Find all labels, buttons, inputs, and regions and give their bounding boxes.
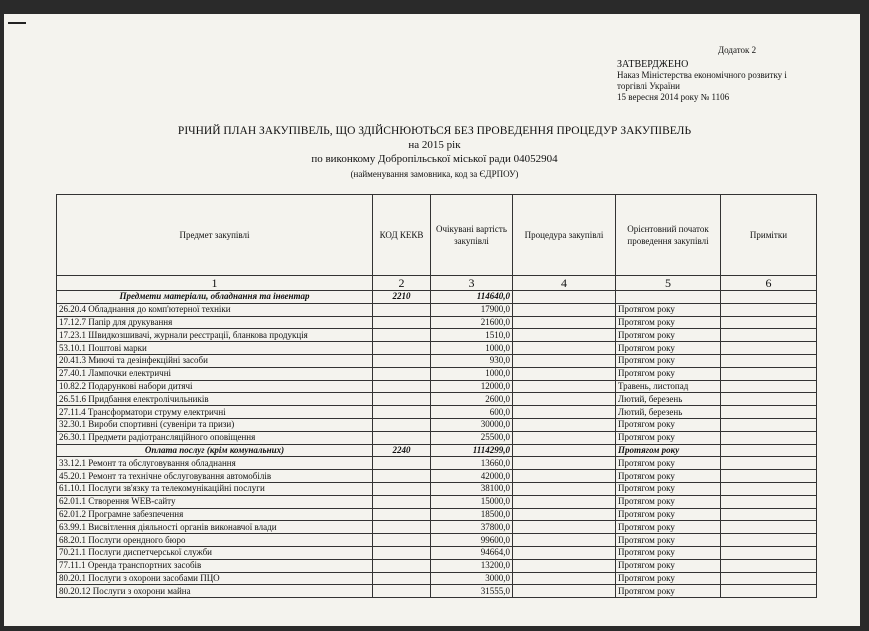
column-number: 5 — [616, 276, 721, 291]
procedure — [513, 393, 616, 406]
kekv-code — [373, 521, 431, 534]
procedure — [513, 482, 616, 495]
procedure — [513, 585, 616, 598]
item-name: 26.20.4 Обладнання до комп'ютерної техніки — [57, 303, 373, 316]
table-row — [57, 508, 817, 521]
document-title: РІЧНИЙ ПЛАН ЗАКУПІВЕЛЬ, ЩО ЗДІЙСНЮЮТЬСЯ БЕЗ ПРОВЕДЕННЯ ПРОЦЕДУР ЗАКУПІВЕЛЬ — [177, 125, 692, 137]
item-name: 80.20.12 Послуги з охорони майна — [57, 585, 373, 598]
kekv-code — [373, 406, 431, 419]
start-period: Протягом року — [616, 342, 721, 355]
item-name: 10.82.2 Подарункові набори дитячі — [57, 380, 373, 393]
kekv-code: 2210 — [373, 291, 431, 304]
expected-cost: 15000,0 — [431, 495, 513, 508]
start-period: Протягом року — [616, 559, 721, 572]
procedure — [513, 418, 616, 431]
kekv-code — [373, 316, 431, 329]
start-period: Лютий, березень — [616, 406, 721, 419]
table-row — [57, 585, 817, 598]
table-row — [57, 534, 817, 547]
customer-note: (найменування замовника, код за ЄДРПОУ) — [350, 169, 519, 179]
start-period: Травень, листопад — [616, 380, 721, 393]
table-row — [57, 380, 817, 393]
start-period: Протягом року — [616, 495, 721, 508]
procedure — [513, 508, 616, 521]
column-number: 4 — [513, 276, 616, 291]
start-period: Протягом року — [616, 418, 721, 431]
notes — [721, 367, 817, 380]
expected-cost: 37800,0 — [431, 521, 513, 534]
start-period: Протягом року — [616, 316, 721, 329]
expected-cost: 3000,0 — [431, 572, 513, 585]
expected-cost: 600,0 — [431, 406, 513, 419]
procedure — [513, 342, 616, 355]
expected-cost: 2600,0 — [431, 393, 513, 406]
item-name: 17.12.7 Папір для друкування — [57, 316, 373, 329]
header-row — [57, 195, 817, 276]
notes — [721, 354, 817, 367]
procedure — [513, 572, 616, 585]
procedure — [513, 444, 616, 457]
kekv-code — [373, 559, 431, 572]
item-name: 26.51.6 Придбання електролічильників — [57, 393, 373, 406]
procedure — [513, 291, 616, 304]
procurement-table — [56, 194, 817, 598]
start-period: Протягом року — [616, 431, 721, 444]
header-kekv: КОД КЕКВ — [373, 195, 431, 276]
item-name: 80.20.1 Послуги з охорони засобами ПЦО — [57, 572, 373, 585]
approval-order-line2: торгівлі України — [617, 81, 680, 91]
plan-year: на 2015 рік — [408, 139, 461, 151]
column-number-row — [57, 276, 817, 291]
expected-cost: 1114299,0 — [431, 444, 513, 457]
notes — [721, 508, 817, 521]
notes — [721, 380, 817, 393]
item-name: 27.11.4 Трансформатори струму електричні — [57, 406, 373, 419]
appendix-label: Додаток 2 — [718, 45, 757, 55]
item-name: Предмети матеріали, обладнання та інвентар — [57, 291, 373, 304]
expected-cost: 25500,0 — [431, 431, 513, 444]
table-row — [57, 495, 817, 508]
kekv-code — [373, 470, 431, 483]
category-row — [57, 444, 817, 457]
expected-cost: 114640,0 — [431, 291, 513, 304]
table-row — [57, 367, 817, 380]
kekv-code — [373, 329, 431, 342]
notes — [721, 495, 817, 508]
approval-title: ЗАТВЕРДЖЕНО — [617, 59, 689, 70]
expected-cost: 1510,0 — [431, 329, 513, 342]
procedure — [513, 559, 616, 572]
kekv-code — [373, 418, 431, 431]
start-period: Протягом року — [616, 572, 721, 585]
scan-mark — [8, 22, 26, 24]
notes — [721, 546, 817, 559]
item-name: 26.30.1 Предмети радіотрансляційного оповіщення — [57, 431, 373, 444]
start-period: Протягом року — [616, 534, 721, 547]
expected-cost: 13660,0 — [431, 457, 513, 470]
start-period: Протягом року — [616, 546, 721, 559]
item-name: 53.10.1 Поштові марки — [57, 342, 373, 355]
kekv-code — [373, 546, 431, 559]
column-number: 2 — [373, 276, 431, 291]
kekv-code — [373, 585, 431, 598]
approval-order-line3: 15 вересня 2014 року № 1106 — [617, 92, 730, 102]
notes — [721, 559, 817, 572]
expected-cost: 12000,0 — [431, 380, 513, 393]
notes — [721, 482, 817, 495]
notes — [721, 572, 817, 585]
kekv-code — [373, 457, 431, 470]
start-period: Протягом року — [616, 303, 721, 316]
expected-cost: 38100,0 — [431, 482, 513, 495]
expected-cost: 1000,0 — [431, 367, 513, 380]
notes — [721, 329, 817, 342]
notes — [721, 457, 817, 470]
expected-cost: 21600,0 — [431, 316, 513, 329]
procedure — [513, 316, 616, 329]
item-name: 45.20.1 Ремонт та технічне обслуговування автомобілів — [57, 470, 373, 483]
item-name: 77.11.1 Оренда транспортних засобів — [57, 559, 373, 572]
expected-cost: 13200,0 — [431, 559, 513, 572]
start-period: Протягом року — [616, 354, 721, 367]
notes — [721, 342, 817, 355]
notes — [721, 444, 817, 457]
procedure — [513, 303, 616, 316]
item-name: 62.01.2 Програмне забезпечення — [57, 508, 373, 521]
column-number: 6 — [721, 276, 817, 291]
column-number: 3 — [431, 276, 513, 291]
table-body — [57, 291, 817, 598]
notes — [721, 521, 817, 534]
notes — [721, 406, 817, 419]
notes — [721, 418, 817, 431]
procedure — [513, 354, 616, 367]
start-period: Протягом року — [616, 508, 721, 521]
table-row — [57, 303, 817, 316]
table-row — [57, 572, 817, 585]
item-name: 33.12.1 Ремонт та обслуговування обладнання — [57, 457, 373, 470]
procedure — [513, 431, 616, 444]
procedure — [513, 329, 616, 342]
table-row — [57, 329, 817, 342]
notes — [721, 316, 817, 329]
procedure — [513, 495, 616, 508]
kekv-code — [373, 534, 431, 547]
kekv-code — [373, 431, 431, 444]
table-row — [57, 431, 817, 444]
expected-cost: 94664,0 — [431, 546, 513, 559]
header-notes: Примітки — [721, 195, 817, 276]
category-row — [57, 291, 817, 304]
item-name: Оплата послуг (крім комунальних) — [57, 444, 373, 457]
procedure — [513, 457, 616, 470]
notes — [721, 534, 817, 547]
kekv-code — [373, 354, 431, 367]
expected-cost: 99600,0 — [431, 534, 513, 547]
procedure — [513, 367, 616, 380]
notes — [721, 303, 817, 316]
kekv-code — [373, 342, 431, 355]
notes — [721, 291, 817, 304]
notes — [721, 431, 817, 444]
approval-order-line1: Наказ Міністерства економічного розвитку і — [617, 70, 787, 80]
table-row — [57, 418, 817, 431]
item-name: 32.30.1 Вироби спортивні (сувеніри та призи) — [57, 418, 373, 431]
expected-cost: 930,0 — [431, 354, 513, 367]
item-name: 17.23.1 Швидкозшивачі, журнали реєстрації, бланкова продукція — [57, 329, 373, 342]
notes — [721, 393, 817, 406]
table-row — [57, 406, 817, 419]
procedure — [513, 406, 616, 419]
start-period: Протягом року — [616, 329, 721, 342]
procedure — [513, 470, 616, 483]
start-period: Лютий, березень — [616, 393, 721, 406]
kekv-code — [373, 495, 431, 508]
kekv-code — [373, 572, 431, 585]
kekv-code: 2240 — [373, 444, 431, 457]
start-period: Протягом року — [616, 470, 721, 483]
procedure — [513, 521, 616, 534]
table-row — [57, 482, 817, 495]
table-row — [57, 393, 817, 406]
expected-cost: 18500,0 — [431, 508, 513, 521]
procedure — [513, 380, 616, 393]
item-name: 62.01.1 Створення WEB-сайту — [57, 495, 373, 508]
approval-block — [617, 59, 807, 103]
table-row — [57, 457, 817, 470]
table-row — [57, 342, 817, 355]
notes — [721, 470, 817, 483]
kekv-code — [373, 367, 431, 380]
column-number: 1 — [57, 276, 373, 291]
kekv-code — [373, 393, 431, 406]
expected-cost: 17900,0 — [431, 303, 513, 316]
header-start: Орієнтовний початок проведення закупівлі — [616, 195, 721, 276]
start-period: Протягом року — [616, 482, 721, 495]
header-procedure: Процедура закупівлі — [513, 195, 616, 276]
item-name: 70.21.1 Послуги диспетчерської служби — [57, 546, 373, 559]
start-period: Протягом року — [616, 521, 721, 534]
expected-cost: 31555,0 — [431, 585, 513, 598]
expected-cost: 30000,0 — [431, 418, 513, 431]
item-name: 20.41.3 Миючі та дезінфекційні засоби — [57, 354, 373, 367]
header-cost: Очікувані вартість закупівлі — [431, 195, 513, 276]
table-row — [57, 559, 817, 572]
notes — [721, 585, 817, 598]
expected-cost: 42000,0 — [431, 470, 513, 483]
item-name: 27.40.1 Лампочки електричні — [57, 367, 373, 380]
kekv-code — [373, 303, 431, 316]
start-period: Протягом року — [616, 367, 721, 380]
table-row — [57, 354, 817, 367]
start-period — [616, 291, 721, 304]
table-row — [57, 316, 817, 329]
procedure — [513, 534, 616, 547]
kekv-code — [373, 508, 431, 521]
customer-name: по виконкому Добропільської міської ради 04052904 — [311, 153, 558, 165]
kekv-code — [373, 482, 431, 495]
expected-cost: 1000,0 — [431, 342, 513, 355]
header-subject: Предмет закупівлі — [57, 195, 373, 276]
table-row — [57, 470, 817, 483]
procedure — [513, 546, 616, 559]
item-name: 68.20.1 Послуги орендного бюро — [57, 534, 373, 547]
start-period: Протягом року — [616, 585, 721, 598]
start-period: Протягом року — [616, 457, 721, 470]
item-name: 63.99.1 Висвітлення діяльності органів виконавчої влади — [57, 521, 373, 534]
start-period: Протягом року — [616, 444, 721, 457]
item-name: 61.10.1 Послуги зв'язку та телекомунікаційні послуги — [57, 482, 373, 495]
table-row — [57, 546, 817, 559]
table-row — [57, 521, 817, 534]
kekv-code — [373, 380, 431, 393]
